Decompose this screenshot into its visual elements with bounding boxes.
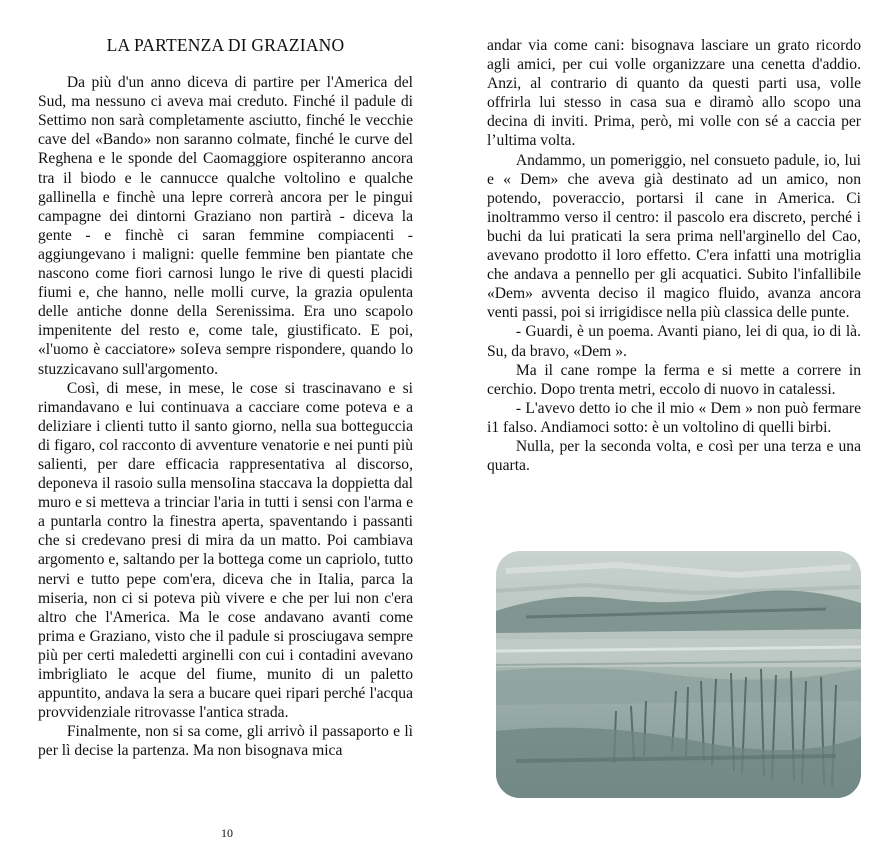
page-number: 10 xyxy=(221,826,233,840)
marsh-landscape-illustration xyxy=(496,551,861,798)
paragraph: Da più d'un anno diceva di partire per l'America del Sud, ma nessuno ci aveva mai creduto. Finché il padule di Settimo non sarà completamente asciutto, finché le vecchie cave del «Bando» non saranno colmate, finché le curve del Reghena e le sponde del Caomaggiore ospiteranno ancora tra il biodo e le cannucce qualche voltolino e qualche gallinella e finchè una lepre correrà ancora per le pingui campagne dei dintorni Graziano non partirà - diceva la gente - e finchè ci saran femmine compiacenti - aggiungevano i maligni: quelle femmine ben piantate che nascono come fiori carnosi lungo le rive di questi placidi fiumi e, che hanno, nelle molli curve, la grazia opulenta delle antiche donne della Serenissima. Era uno scapolo impenitente del resto e, come tale, giustificato. E poi, «l'uomo è cacciatore» soIeva sempre rispondere, quando lo stuzzicavano sull'argomento. xyxy=(38,74,413,378)
right-column xyxy=(487,36,861,475)
paragraph: Finalmente, non si sa come, gli arrivò il passaporto e lì per lì decise la partenza. Ma non bisognava mica xyxy=(38,723,413,760)
paragraph: andar via come cani: bisognava lasciare un grato ricordo agli amici, per cui volle organizzare una cenetta d'addio. Anzi, al contrario di quanto da questi parti usa, volle offrirla lui stesso in casa sua e diramò allo scopo una decina di inviti. Prima, però, mi volle con sé a caccia per l’ultima volta. xyxy=(487,37,861,150)
paragraph: - Guardi, è un poema. Avanti piano, lei di qua, io di là. Su, da bravo, «Dem ». xyxy=(487,323,861,360)
paragraph: - L'avevo detto io che il mio « Dem » non può fermare i1 falso. Andiamoci sotto: è un voltolino di quelli birbi. xyxy=(487,399,861,436)
left-column xyxy=(38,36,413,760)
paragraph: Ma il cane rompe la ferma e si mette a correre in cerchio. Dopo trenta metri, eccolo di nuovo in catalessi. xyxy=(487,361,861,398)
chapter-title: LA PARTENZA DI GRAZIANO xyxy=(106,35,345,55)
paragraph: Così, di mese, in mese, le cose si trascinavano e si rimandavano e lui continuava a cacciare come poteva e a deliziare i clienti tutto il santo giorno, nella sua botteguccia di figaro, col racconto di avventure venatorie e nei punti più salienti, per dare efficacia rappresentativa al discorso, deponeva il rasoio sulla mensoIina staccava la doppietta dal muro e si metteva a trinciar l'aria in tutti i sensi con l'arma e a puntarla contro la finestra aperta, spaventando i passanti che si credevano presi di mira da un matto. Poi cambiava argomento e, saltando per la bottega come un capriolo, tutto nervi e tutto pepe com'era, diceva che in Italia, parca la miseria, non ci si poteva più vivere e che per lui non c'era altro che l'America. Ma le cose andavano avanti come prima e Graziano, visto che il padule si prosciugava sempre più per certi maledetti arginelli con cui i contadini avevano imbrigliato le acque del fiume, munito di un paletto appuntito, andava la sera a bucare quei ripari perché l'acqua provvidenziale ritrovasse l'antica strada. xyxy=(38,379,413,722)
paragraph: Nulla, per la seconda volta, e così per una terza e una quarta. xyxy=(487,437,861,475)
paragraph: Andammo, un pomeriggio, nel consueto padule, io, lui e « Dem» che aveva già destinato ad un amico, non potendo, poveraccio, portarsi il cane in America. Ci inoltrammo verso il centro: il pascolo era discreto, perché i buchi da lui praticati la sera prima nell'arginello del Cao, avevano prodotto il loro effetto. C'era infatti una motriglia che andava a pennello per gli acquatici. Subito l'infallibile «Dem» avventa deciso il magico fluido, avanza ancora venti passi, poi si irrigidisce nella più classica delle punte. xyxy=(487,151,861,322)
